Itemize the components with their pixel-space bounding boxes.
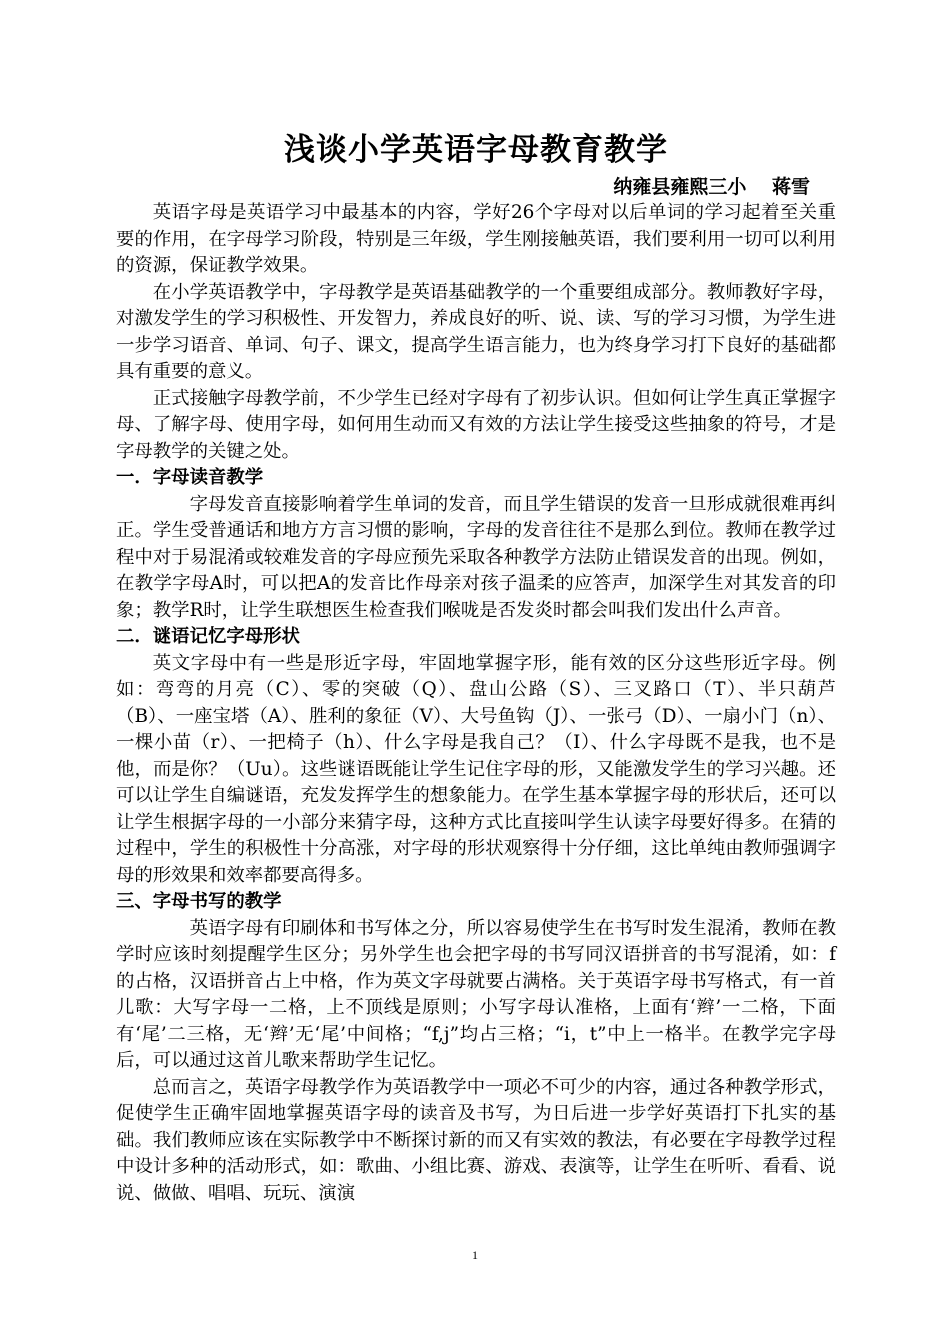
author-line: 纳雍县雍熙三小 蒋雪 <box>613 176 810 198</box>
intro-paragraph-2: 在小学英语教学中，字母教学是英语基础教学的一个重要组成部分。教师教好字母，对激发学生的学习积极性、开发智力，养成良好的听、说、读、写的学习习惯，为学生进一步学习语音、单词、句子、课文，提高学生语言能力，也为终身学习打下良好的基础都具有重要的意义。 <box>116 281 836 382</box>
section-2-heading: 二．谜语记忆字母形状 <box>116 626 300 647</box>
page-number: 1 <box>472 1248 478 1262</box>
document-title: 浅谈小学英语字母教育教学 <box>284 132 668 168</box>
section-3-heading: 三、字母书写的教学 <box>116 891 282 912</box>
section-1-body: 字母发音直接影响着学生单词的发音，而且学生错误的发音一旦形成就很难再纠正。学生受普通话和地方方言习惯的影响，字母的发音往往不是那么到位。教师在教学过程中对于易混淆或较难发音的字母应预先采取各种教学方法防止错误发音的出现。例如，在教学字母A时，可以把A的发音比作母亲对孩子温柔的应答声，加深学生对其发音的印象；教学R时，让学生联想医生检查我们喉咙是否发炎时都会叫我们发出什么声音。 <box>116 493 836 621</box>
intro-paragraph-1: 英语字母是英语学习中最基本的内容，学好26个字母对以后单词的学习起着至关重要的作用，在字母学习阶段，特别是三年级，学生刚接触英语，我们要利用一切可以利用的资源，保证教学效果。 <box>116 202 836 276</box>
section-3-body: 英语字母有印刷体和书写体之分，所以容易使学生在书写时发生混淆，教师在教学时应该时刻提醒学生区分；另外学生也会把字母的书写同汉语拼音的书写混淆，如：f的占格，汉语拼音占上中格，作为英文字母就要占满格。关于英语字母书写格式，有一首儿歌：大写字母一二格，上不顶线是原则；小写字母认准格，上面有‘辫’一二格，下面有‘尾’二三格，无‘辫’无‘尾’中间格；“f,j”均占三格；“i，t”中上一格半。在教学完字母后，可以通过这首儿歌来帮助学生记忆。 <box>116 917 836 1071</box>
conclusion-paragraph: 总而言之，英语字母教学作为英语教学中一项必不可少的内容，通过各种教学形式，促使学生正确牢固地掌握英语字母的读音及书写，为日后进一步学好英语打下扎实的基础。我们教师应该在实际教学中不断探讨新的而又有实效的教法，有必要在字母教学过程中设计多种的活动形式，如：歌曲、小组比赛、游戏、表演等，让学生在听听、看看、说说、做做、唱唱、玩玩、演演 <box>116 1076 836 1204</box>
section-2-body: 英文字母中有一些是形近字母，牢固地掌握字形，能有效的区分这些形近字母。例如：弯弯的月亮（C）、零的突破（Q）、盘山公路（S）、三叉路口（T）、半只葫芦（B）、一座宝塔（A）、胜利的象征（V）、大号鱼钩（J）、一张弓（D）、一扇小门（n）、一棵小苗（r）、一把椅子（h）、什么字母是我自己？（I）、什么字母既不是我，也不是他，而是你？（Uu）。这些谜语既能让学生记住字母的形，又能激发学生的学习兴趣。还可以让学生自编谜语，充发发挥学生的想象能力。在学生基本掌握字母的形状后，还可以让学生根据字母的一小部分来猜字母，这种方式比直接叫学生认读字母要好得多。在猜的过程中，学生的积极性十分高涨，对字母的形状观察得十分仔细，这比单纯由教师强调字母的形效果和效率都要高得多。 <box>116 652 836 886</box>
section-1-heading: 一．字母读音教学 <box>116 467 264 488</box>
document-page <box>116 130 836 1207</box>
intro-paragraph-3: 正式接触字母教学前，不少学生已经对字母有了初步认识。但如何让学生真正掌握字母、了解字母、使用字母，如何用生动而又有效的方法让学生接受这些抽象的符号，才是字母教学的关键之处。 <box>116 387 836 462</box>
